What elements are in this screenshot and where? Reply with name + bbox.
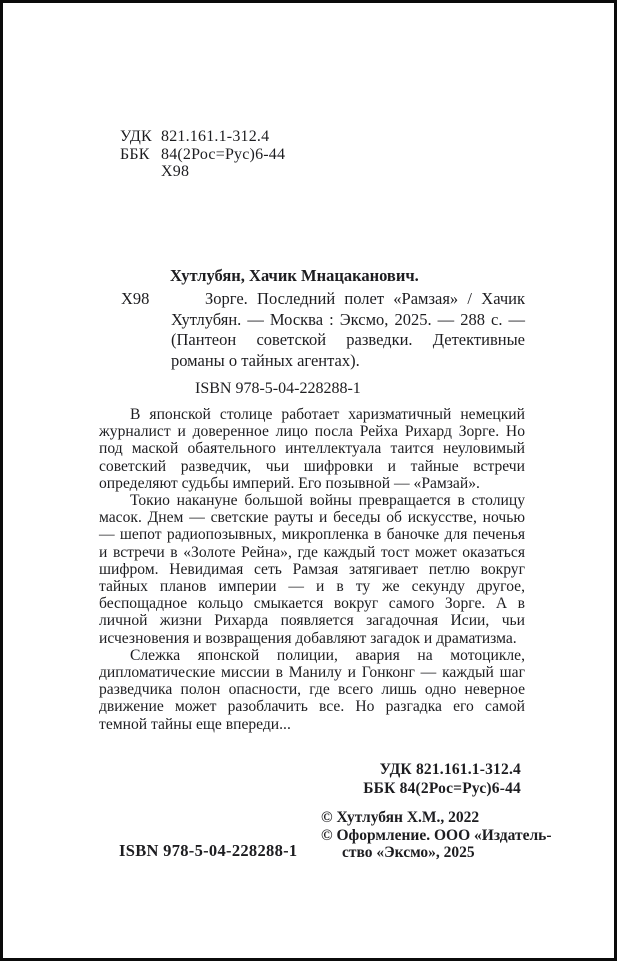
- copyright-author-line: © Хутлубян Х.М., 2022: [321, 809, 480, 826]
- bbk-value: 84(2Рос=Рус)6-44: [161, 145, 286, 163]
- classification-codes-bottom: [363, 761, 521, 799]
- copyright-publisher-line-continuation: ство «Эксмо», 2025: [342, 844, 475, 862]
- udk-row: [120, 128, 285, 146]
- author-heading: Хутлубян, Хачик Мнацаканович.: [170, 266, 419, 285]
- bbk-row: [120, 146, 285, 164]
- annotation-paragraph-2: Токио накануне большой войны превращается в столицу масок. Днем — светские рауты и беседы об искусстве, ночью — шепот радиопозывных, микропленка в баночке для печенья и встречи в «Золоте Рейна», где каждый тост может оказаться шифром. Невидимая сеть Рамзая затягивает петлю вокруг тайных планов империи — и в ту же секунду другое, беспощадное кольцо смыкается вокруг самого Зорге. А в личной жизни Рихарда появляется загадочная Исии, чьи исчезновения и возвращения добавляют загадок и драматизма.: [99, 492, 525, 647]
- annotation-paragraph-3: Слежка японской полиции, авария на мотоцикле, дипломатические миссии в Манилу и Гонконг — каждый шаг разведчика полон опасности, где всего лишь одно неверное движение может разоблачить все. Но разгадка его самой темной тайны еще впереди...: [99, 646, 525, 733]
- author-sign-value: Х98: [161, 163, 190, 180]
- classification-codes-top: [120, 128, 285, 181]
- annotation-block: [99, 406, 525, 733]
- udk-bottom: УДК 821.161.1-312.4: [379, 761, 521, 778]
- author-sign-row: [120, 163, 285, 181]
- bbk-label: ББК: [120, 145, 150, 163]
- annotation-paragraph-1: В японской столице работает харизматичный немецкий журналист и доверенное лицо посла Рейха Рихард Зорге. Но под маской обаятельного интеллектуала таится неуловимый советский разведчик, чьи шифровки и тайные встречи определяют судьбы империй. Его позывной — «Рамзай».: [99, 406, 525, 492]
- isbn-bottom: ISBN 978-5-04-228288-1: [119, 841, 298, 860]
- bibliographic-description: Зорге. Последний полет «Рамзая» / Хачик Хутлубян. — Москва : Эксмо, 2025. — 288 с. — (Пантеон советской разведки. Детективные романы о тайных агентах).: [171, 289, 525, 370]
- udk-label: УДК: [120, 128, 152, 145]
- margin-author-sign: Х98: [121, 289, 150, 308]
- copyright-publisher-line: © Оформление. ООО «Издатель-: [321, 826, 552, 844]
- isbn-catalog: ISBN 978-5-04-228288-1: [195, 380, 361, 397]
- udk-value: 821.161.1-312.4: [161, 128, 270, 145]
- bbk-bottom: ББК 84(2Рос=Рус)6-44: [363, 779, 521, 797]
- copyright-block: [321, 809, 552, 862]
